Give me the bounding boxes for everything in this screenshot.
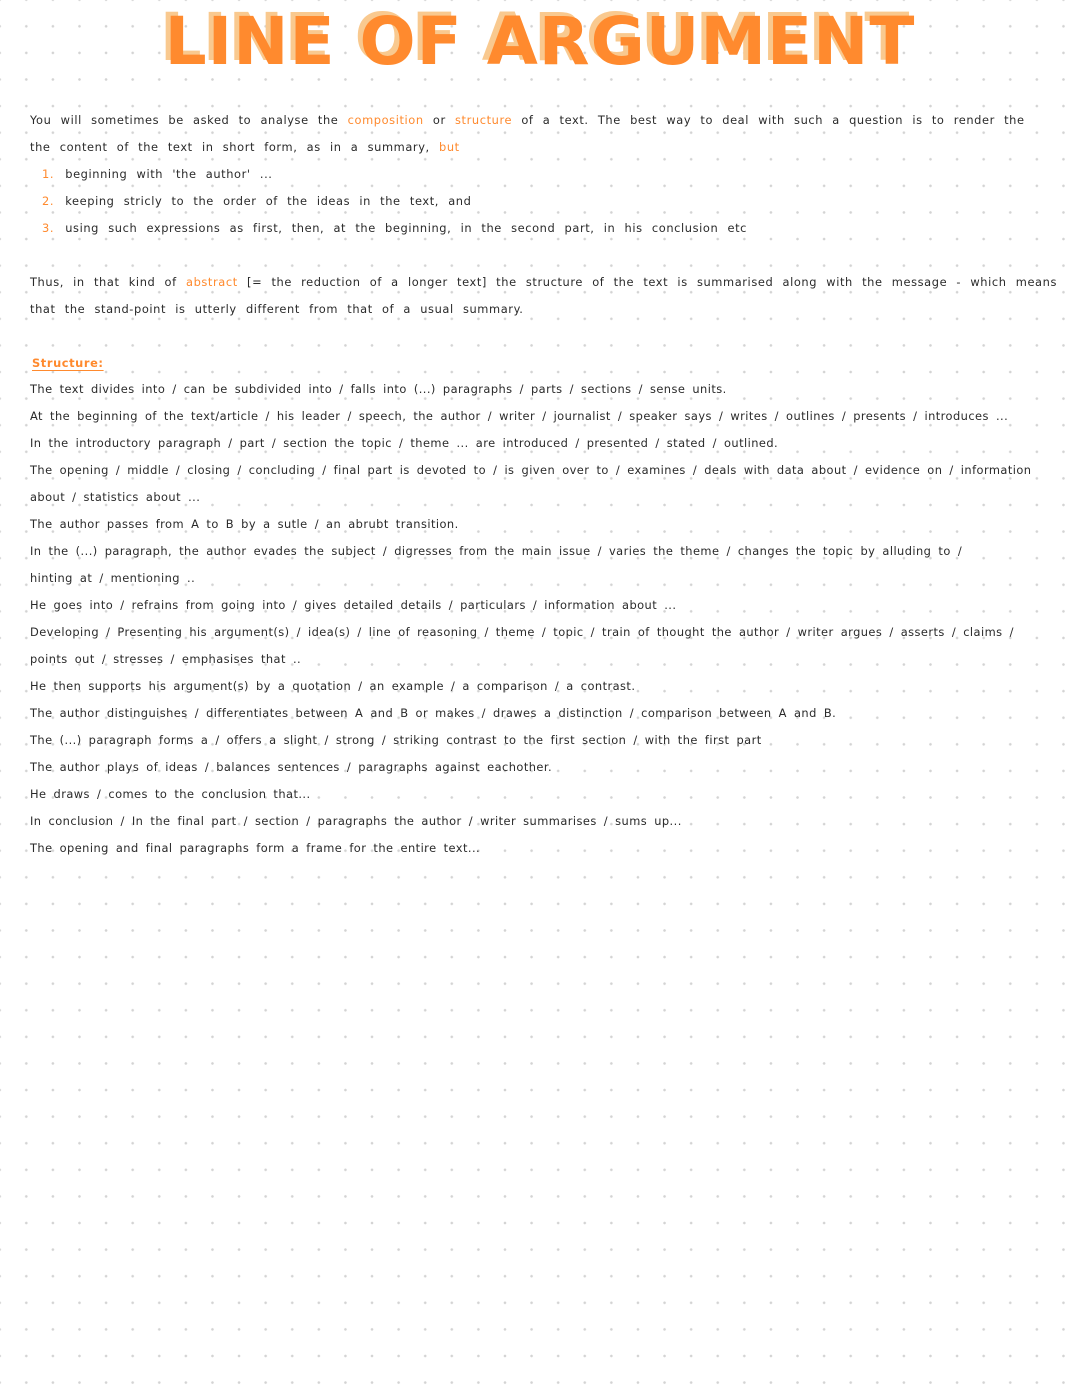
structure-heading: Structure: <box>32 356 104 370</box>
structure-phrase-line: The author passes from A to B by a sutle / an abrubt transition. <box>30 517 459 531</box>
structure-phrase-line: points out / stresses / emphasises that .. <box>30 652 302 666</box>
structure-phrase-line: In the (...) paragraph, the author evades the subject / digresses from the main issue / varies the theme / changes the topic by alluding to / <box>30 544 963 558</box>
structure-phrase-line: In conclusion / In the final part / section / paragraphs the author / writer summarises / sums up... <box>30 814 682 828</box>
structure-phrase-line: He draws / comes to the conclusion that... <box>30 787 311 801</box>
structure-phrase-line: He then supports his argument(s) by a quotation / an example / a comparison / a contrast. <box>30 679 636 693</box>
structure-phrase-line: The author distinguishes / differentiates between A and B or makes / drawes a distinction / comparison between A and B. <box>30 706 837 720</box>
intro-line-1: You will sometimes be asked to analyse the composition or structure of a text. The best way to deal with such a question is to render the <box>30 113 1025 127</box>
structure-phrase-line: The (...) paragraph forms a / offers a slight / strong / striking contrast to the first section / with the first part <box>30 733 762 747</box>
keyword-structure: structure <box>455 113 513 127</box>
list-item-text: using such expressions as first, then, at the beginning, in the second part, in his conclusion etc <box>65 221 748 235</box>
structure-phrase-line: about / statistics about ... <box>30 490 201 504</box>
structure-phrase-line: hinting at / mentioning .. <box>30 571 196 585</box>
abstract-paragraph <box>30 269 1060 323</box>
structure-phrase-line: In the introductory paragraph / part / section the topic / theme ... are introduced / presented / stated / outlined. <box>30 436 779 450</box>
list-number: 3. <box>42 221 55 235</box>
structure-phrase-line: The author plays of ideas / balances sentences / paragraphs against eachother. <box>30 760 553 774</box>
list-item <box>30 161 1060 188</box>
structure-phrase-list <box>30 376 1070 862</box>
intro-line-2: the content of the text in short form, as in a summary, but <box>30 140 460 154</box>
structure-phrase-line: Developing / Presenting his argument(s) / idea(s) / line of reasoning / theme / topic / train of thought the author / writer argues / asserts / claims / <box>30 625 1014 639</box>
list-item <box>30 188 1060 215</box>
structure-phrase-line: The opening / middle / closing / concluding / final part is devoted to / is given over to / examines / deals with data about / evidence on / information <box>30 463 1032 477</box>
keyword-composition: composition <box>347 113 424 127</box>
list-item-text: beginning with 'the author' ... <box>65 167 273 181</box>
abstract-line-1: Thus, in that kind of abstract [= the reduction of a longer text] the structure of the text is summarised along with the message - which means <box>30 275 1057 289</box>
page-title: LINE OF ARGUMENT <box>164 3 916 80</box>
structure-phrase-line: He goes into / refrains from going into / gives detailed details / particulars / information about ... <box>30 598 677 612</box>
structure-phrase-line: At the beginning of the text/article / his leader / speech, the author / writer / journalist / speaker says / writes / outlines / presents / introduces ... <box>30 409 1009 423</box>
list-number: 2. <box>42 194 55 208</box>
list-item-text: keeping stricly to the order of the ideas in the text, and <box>65 194 472 208</box>
list-number: 1. <box>42 167 55 181</box>
list-item <box>30 215 1060 242</box>
intro-paragraph <box>30 107 1060 242</box>
keyword-but: but <box>439 140 460 154</box>
structure-phrase-line: The opening and final paragraphs form a frame for the entire text... <box>30 841 481 855</box>
abstract-line-2: that the stand-point is utterly different from that of a usual summary. <box>30 302 524 316</box>
keyword-abstract: abstract <box>185 275 238 289</box>
structure-phrase-line: The text divides into / can be subdivided into / falls into (...) paragraphs / parts / sections / sense units. <box>30 382 727 396</box>
